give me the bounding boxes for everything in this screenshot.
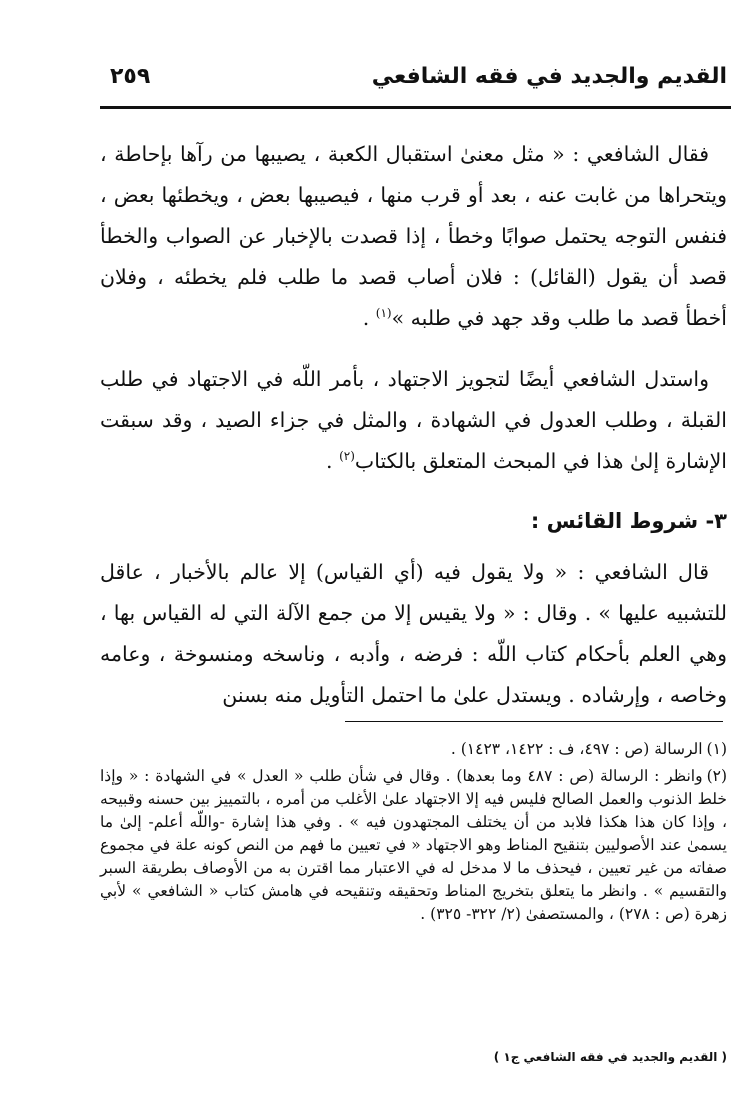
paragraph-1 [100,134,727,339]
paragraph-1-end: . [362,306,376,330]
footnote-2 [100,765,727,926]
footnote-ref-2: (٢) [339,449,355,464]
footnote-1-text: الرسالة (ص : ٤٩٧، ف : ١٤٢٢، ١٤٢٣) . [450,740,703,758]
footnotes [100,738,727,930]
book-signature: ( القديم والجديد في فقه الشافعي ج١ ) [493,1050,727,1064]
page-number: ٢٥٩ [110,64,151,89]
footnote-2-number: (٢) [706,767,728,785]
footnote-1 [100,738,727,761]
footnote-rule [345,721,723,722]
footnote-ref-1: (١) [375,306,392,321]
paragraph-2-text: واستدل الشافعي أيضًا لتجويز الاجتهاد ، بأمر اللّه في الاجتهاد في طلب القبلة ، وطلب العدول في الشهادة ، والمثل في جزاء الصيد ، وقد سبقت الإشارة إلىٰ هذا في المبحث المتعلق بالكتاب [100,367,727,473]
paragraph-2-end: . [326,449,340,473]
section-heading: ٣- شروط القائس : [530,509,727,533]
footnote-2-text: وانظر : الرسالة (ص : ٤٨٧ وما بعدها) . وقال في شأن طلب « العدل » في الشهادة : « وإذا خلط الذنوب والعمل الصالح فليس فيه إلا الاجتهاد علىٰ الأغلب من أمره ، بالتمييز بين حسنه وقبيحه ، وإذا كان هذا هكذا فلابد من أن يختلف المجتهدون فيه » . وفي هذا إشارة -واللّه أعلم- إلىٰ ما يسمىٰ عند الأصوليين بتنقيح المناط وهو الاجتهاد « في تعيين ما فهم من النص كونه علة في مجموع صفاته من غير تعيين ، فيحذف ما لا مدخل له في الاعتبار مما اقترن به من الأوصاف بطريقة السبر والتقسيم » . وانظر ما يتعلق بتخريج المناط وتحقيقه وتنقيحه في هامش كتاب « الشافعي » لأبي زهرة (ص : ٢٧٨) ، والمستصفىٰ (٢/ ٣٢٢- ٣٢٥) . [100,767,727,923]
main-text [100,134,727,716]
paragraph-3-text: قال الشافعي : « ولا يقول فيه (أي القياس) إلا عالم بالأخبار ، عاقل للتشبيه عليها » . وقال : « ولا يقيس إلا من جمع الآلة التي له القياس بها ، وهي العلم بأحكام كتاب اللّه : فرضه ، وأدبه ، وناسخه ومنسوخة ، وعامه وخاصه ، وإرشاده . ويستدل علىٰ ما احتمل التأويل منه بسنن [100,560,727,707]
header-rule [100,106,731,109]
footnote-1-number: (١) [706,740,727,758]
paragraph-3 [100,552,727,716]
running-title: القديم والجديد في فقه الشافعي [371,64,727,89]
paragraph-1-text: فقال الشافعي : « مثل معنىٰ استقبال الكعبة ، يصيبها من رآها بإحاطة ، ويتحراها من غابت عنه ، بعد أو قرب منها ، فيصيبها بعض ، ويخطئها بعض ، فنفس التوجه يحتمل صوابًا وخطأ ، إذا قصدت بالإخبار عن الصواب والخطأ قصد أن يقول (القائل) : فلان أصاب قصد ما طلب فلم يخطئه ، وفلان أخطأ قصد ما طلب وقد جهد في طلبه » [100,142,727,330]
paragraph-2 [100,359,727,482]
